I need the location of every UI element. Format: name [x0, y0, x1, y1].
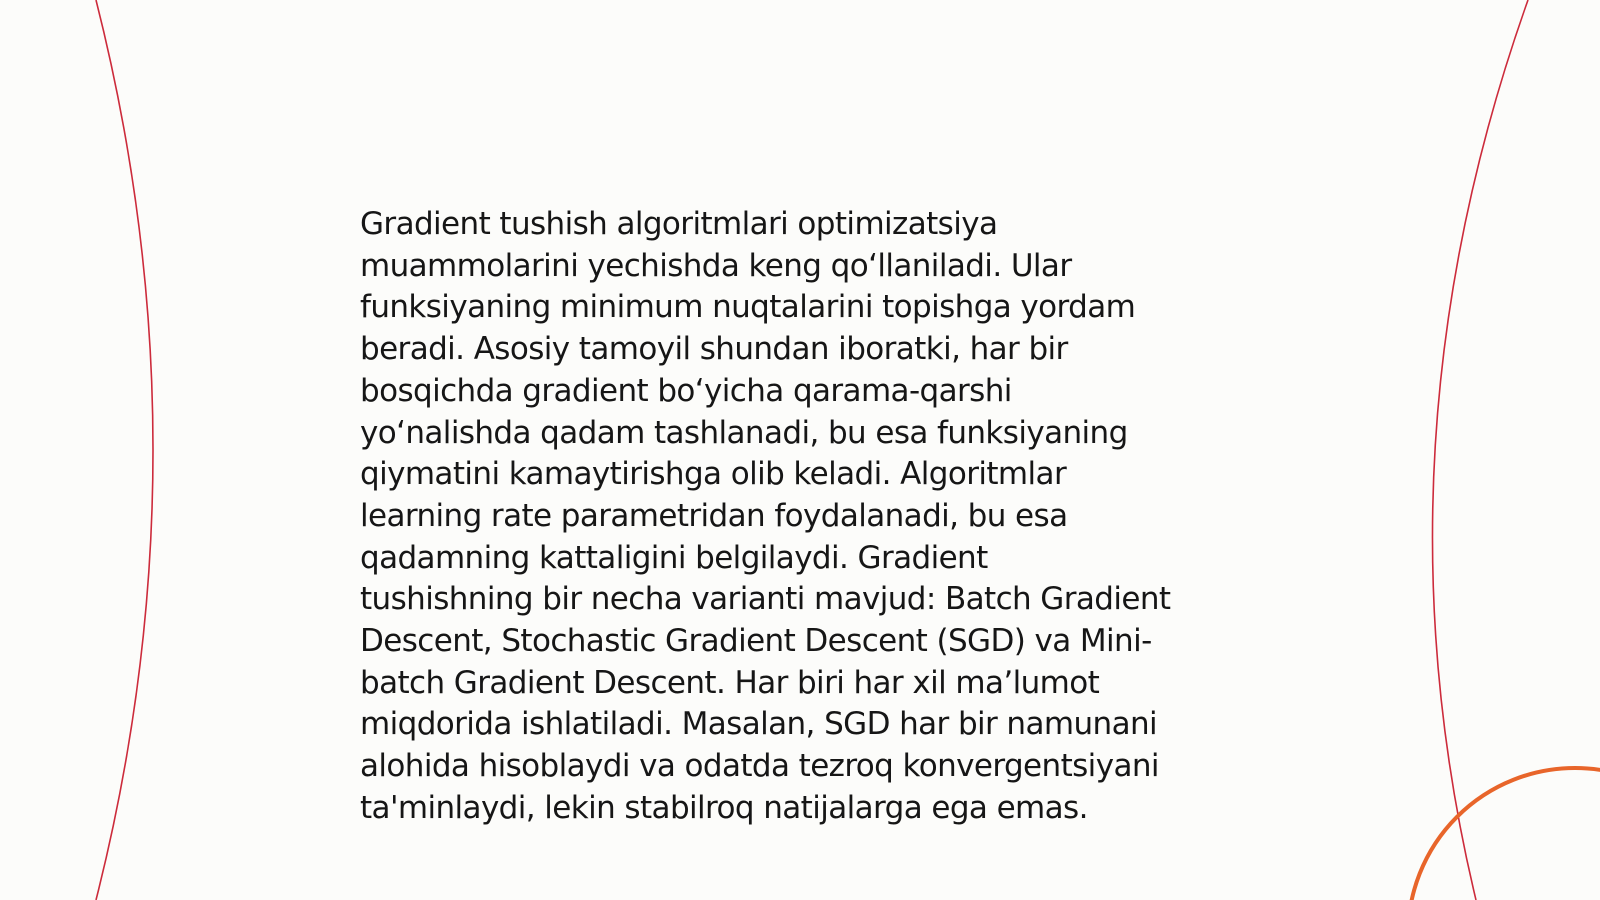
right-curve-line [1432, 0, 1528, 900]
body-paragraph: Gradient tushish algoritmlari optimizatsiya muammolarini yechishda keng qo‘llaniladi. Ular funksiyaning minimum nuqtalarini topishga yordam beradi. Asosiy tamoyil shundan iboratki, har bir bosqichda gradient bo‘yicha qarama-qarshi yo‘nalishda qadam tashlanadi, bu esa funksiyaning qiymatini kamaytirishga olib keladi. Algoritmlar learning rate parametridan foydalanadi, bu esa qadamning kattaligini belgilaydi. Gradient tushishning bir necha varianti mavjud: Batch Gradient Descent, Stochastic Gradient Descent (SGD) va Mini- batch Gradient Descent. Har biri har xil ma’lumot miqdorida ishlatiladi. Masalan, SGD har bir namunani alohida hisoblaydi va odatda tezroq konvergentsiyani ta'minlaydi, lekin stabilroq natijalarga ega emas. [360, 206, 1171, 826]
orange-accent-arc [1408, 768, 1600, 900]
left-curve-line [96, 0, 153, 900]
